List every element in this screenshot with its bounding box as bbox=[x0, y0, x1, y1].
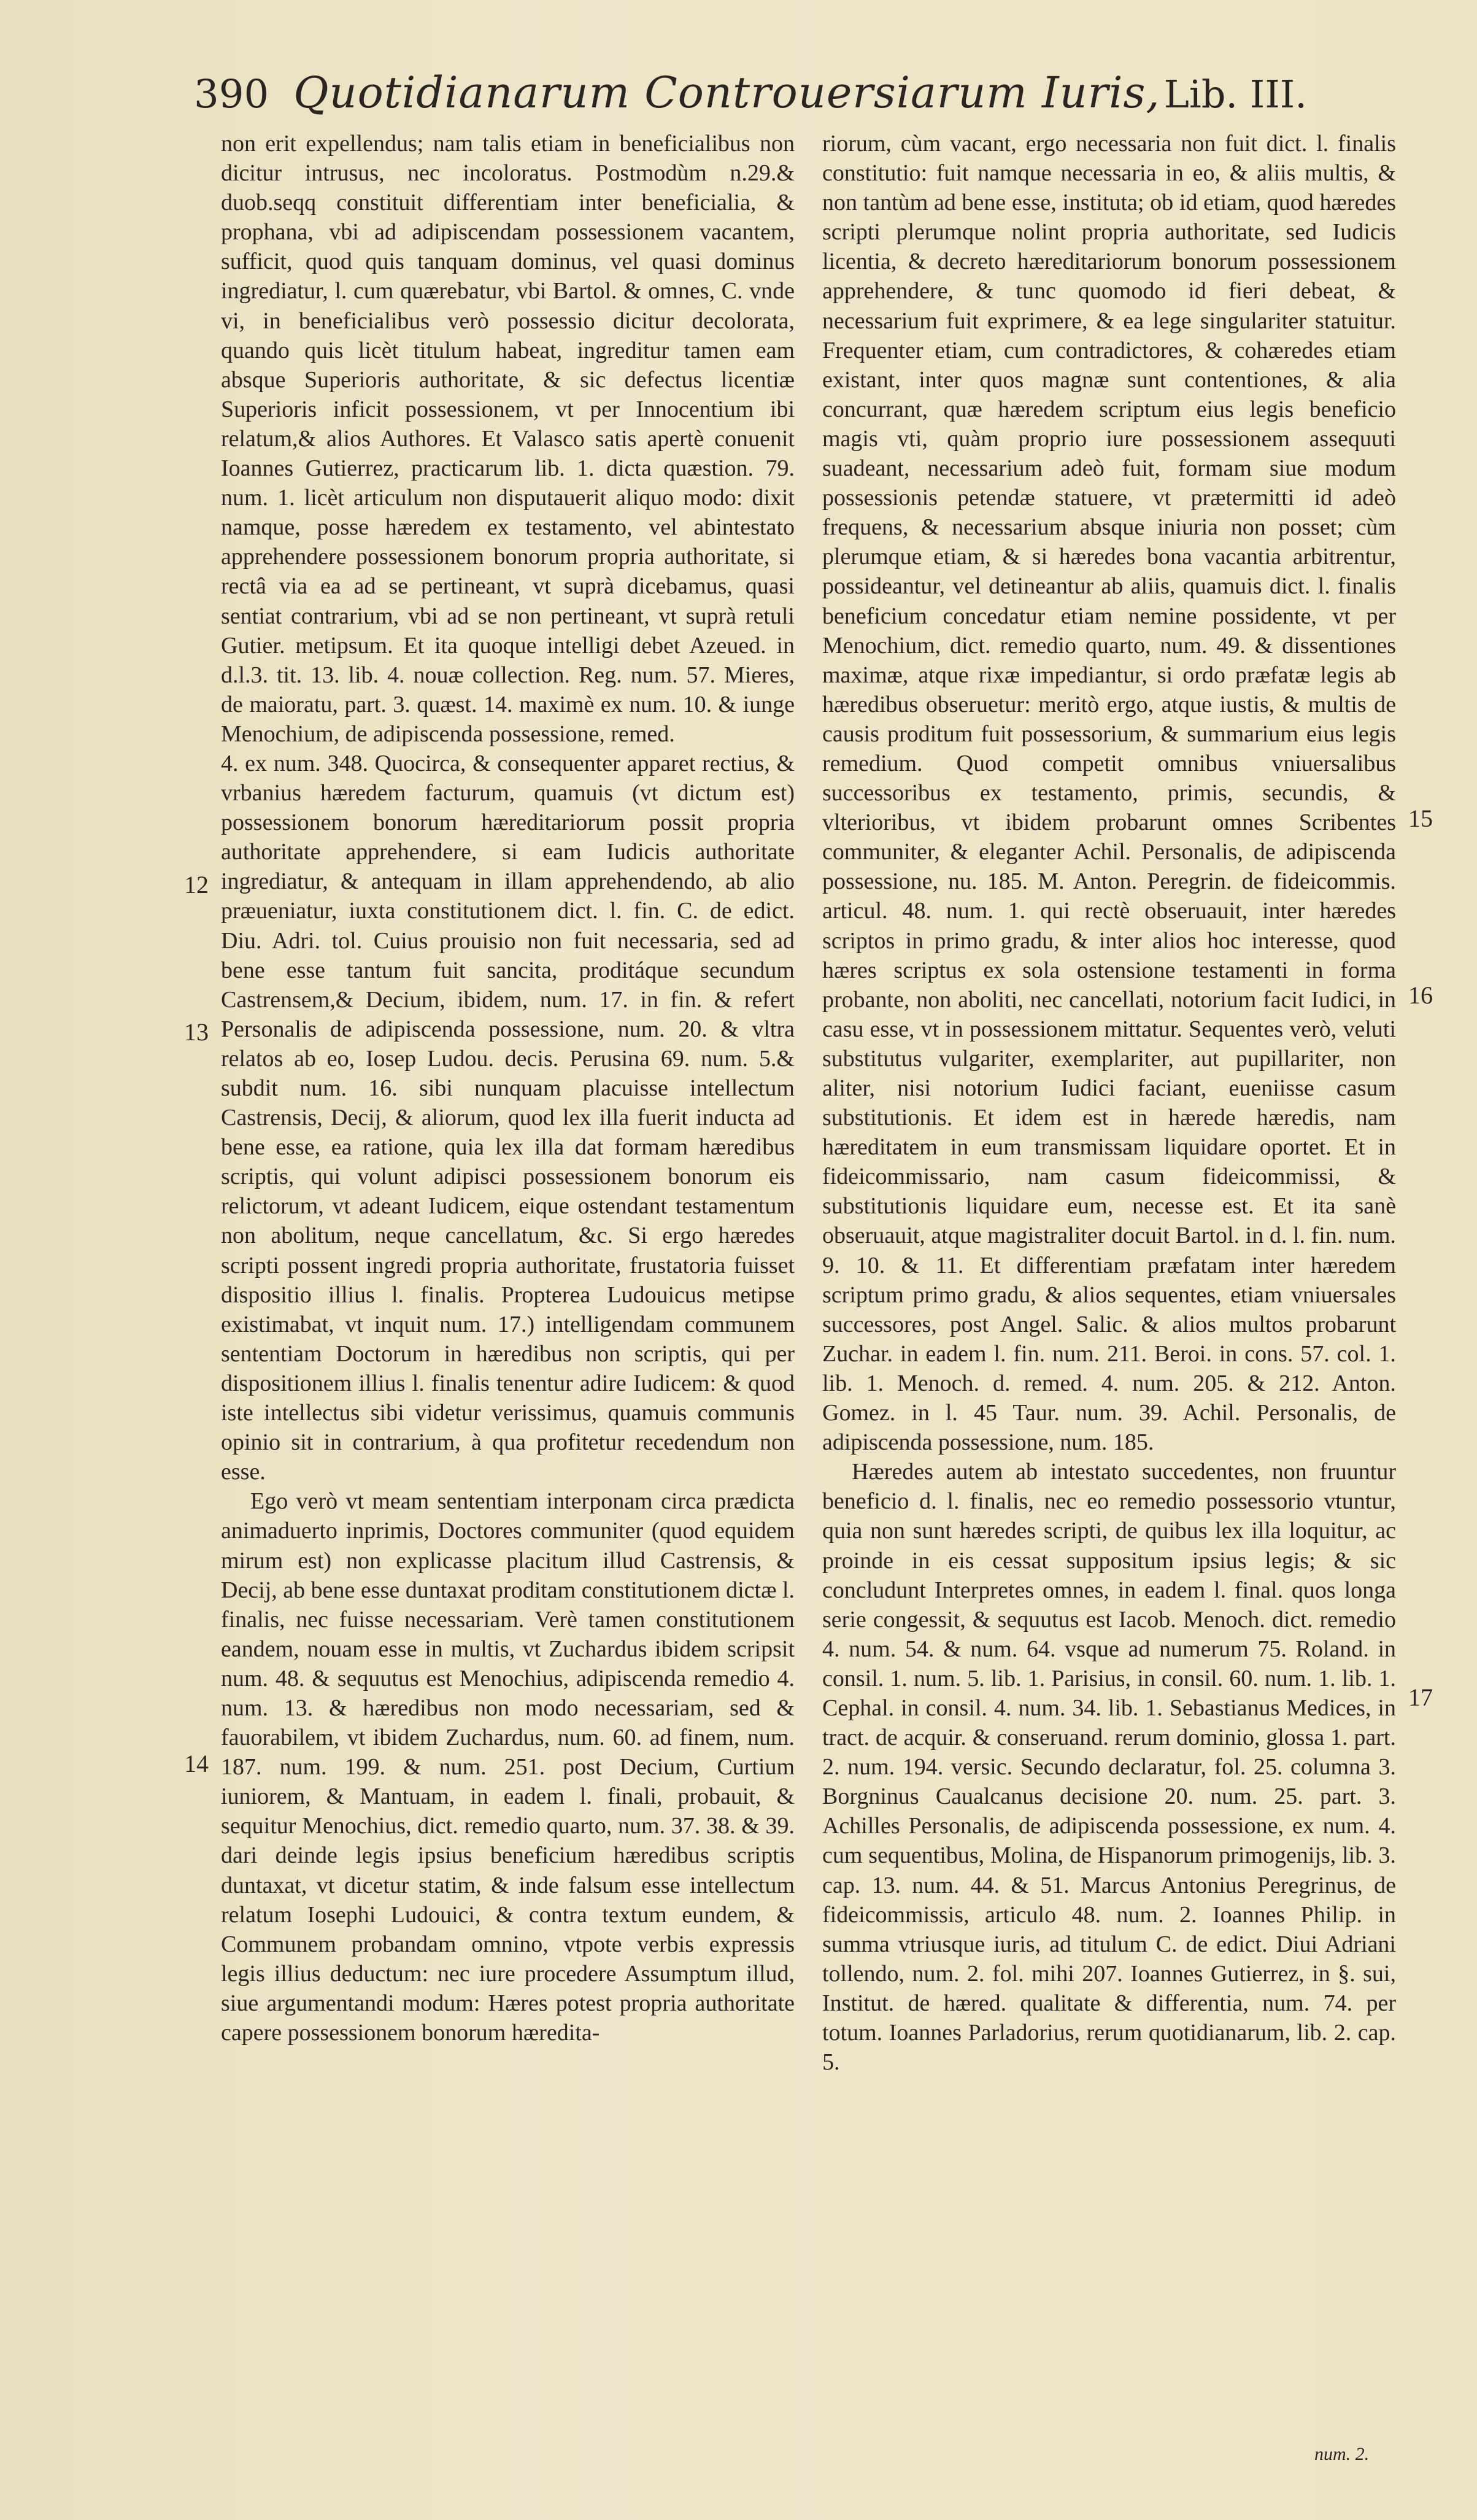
paragraph: Ego verò vt meam sententiam interponam circa prædicta animaduerto inprimis, Doctores communiter (quod equidem mirum est) non explicasse placitum illud Castrensis, & Decij, ab bene esse duntaxat proditam constitutionem dictæ l. finalis, nec fuisse necessariam. Verè tamen constitutionem eandem, nouam esse in multis, vt Zuchardus ibidem scripsit num. 48. & sequutus est Menochius, adipiscenda remedio 4. num. 13. & hæredibus non modo necessariam, sed & fauorabilem, vt ibidem Zuchardus, num. 60. ad finem, num. 187. num. 199. & num. 251. post Decium, Curtium iuniorem, & Mantuam, in eadem l. finali, probauit, & sequitur Menochius, dict. remedio quarto, num. 37. 38. & 39. dari deinde legis ipsius beneficium hæredibus scriptis duntaxat, vt dicetur statim, & inde falsum esse intellectum relatum Iosephi Ludouici, & contra textum eundem, & Communem probandam omnino, vtpote verbis expressis legis illius deductum: nec iure procedere Assumptum illud, siue argumentandi modum: Hæres potest propria authoritate capere possessionem bonorum hæredita- bbox=[221, 1488, 795, 2046]
margin-number-12: 12 bbox=[184, 871, 209, 899]
margin-number-17: 17 bbox=[1408, 1683, 1433, 1711]
catchword: num. 2. bbox=[1314, 2444, 1370, 2464]
margin-number-16: 16 bbox=[1408, 981, 1433, 1009]
book-number: Lib. III. bbox=[1163, 72, 1307, 117]
running-title: Quotidianarum Controuersiarum Iuris, bbox=[293, 68, 1160, 118]
left-text-column bbox=[221, 129, 795, 2047]
margin-number-13: 13 bbox=[184, 1018, 209, 1046]
paragraph: Hæredes autem ab intestato succedentes, non fruuntur beneficio d. l. finalis, nec eo remedio possessorio vtuntur, quia non sunt hæredes scripti, de quibus lex illa loquitur, ac proinde in eis cessat suppositum ipsius legis; & sic concludunt Interpretes omnes, in eadem l. final. quos longa serie congessit, & sequutus est Iacob. Menoch. dict. remedio 4. num. 54. & num. 64. vsque ad numerum 75. Roland. in consil. 1. num. 5. lib. 1. Parisius, in consil. 60. num. 1. lib. 1. Cephal. in consil. 4. num. 34. lib. 1. Sebastianus Medices, in tract. de acquir. & conseruand. rerum dominio, glossa 1. part. 2. num. 194. versic. Secundo declaratur, fol. 25. columna 3. Borgninus Caualcanus decisione 20. num. 25. part. 3. Achilles Personalis, de adipiscenda possessione, ex num. 4. cum sequentibus, Molina, de Hispanorum primogenijs, lib. 3. cap. 13. num. 44. & 51. Marcus Antonius Peregrinus, de fideicommissis, articulo 48. num. 2. Ioannes Philip. in summa vtriusque iuris, ad titulum C. de edict. Diui Adriani tollendo, num. 2. fol. mihi 207. Ioannes Gutierrez, in §. sui, Institut. de hæred. qualitate & differentia, num. 74. per totum. Ioannes Parladorius, rerum quotidianarum, lib. 2. cap. 5. bbox=[822, 1459, 1396, 2076]
paragraph: non erit expellendus; nam talis etiam in beneficialibus non dicitur intrusus, nec incoloratus. Postmodùm n.29.& duob.seqq constituit differentiam inter beneficialia, & prophana, vbi ad adipiscendam possessionem vacantem, sufficit, quod quis tanquam dominus, vel quasi dominus ingrediatur, l. cum quærebatur, vbi Bartol. & omnes, C. vnde vi, in beneficialibus verò possessio dicitur decolorata, quando quis licèt titulum habeat, ingreditur tamen eam absque Superioris authoritate, & sic defectus licentiæ Superioris inficit possessionem, vt per Innocentium ibi relatum,& alios Authores. Et Valasco satis apertè conuenit Ioannes Gutierrez, practicarum lib. 1. dicta quæstion. 79. num. 1. licèt articulum non disputauerit aliquo modo: dixit namque, posse hæredem ex testamento, vel abintestato apprehendere possessionem bonorum propria authoritate, si rectâ via ea ad se pertineant, vt suprà dicebamus, quasi sentiat contrarium, vbi ad se non pertineant, vt suprà retuli Gutier. metipsum. Et ita quoque intelligi debet Azeued. in d.l.3. tit. 13. lib. 4. nouæ collection. Reg. num. 57. Mieres, de maioratu, part. 3. quæst. 14. maximè ex num. 10. & iunge Menochium, de adipiscenda possessione, remed. bbox=[221, 131, 795, 747]
right-text-column bbox=[822, 129, 1396, 2077]
paragraph: 4. ex num. 348. Quocirca, & consequenter apparet rectius, & vrbanius hæredem facturum, quamuis (vt dictum est) possessionem bonorum hæreditariorum possit propria authoritate apprehendere, si eam Iudicis authoritate ingrediatur, & antequam in illam apprehendendo, ab alio præueniatur, iuxta constitutionem dict. l. fin. C. de edict. Diu. Adri. tol. Cuius prouisio non fuit necessaria, sed ad bene esse tantum fuit sancita, proditáque secundum Castrensem,& Decium, ibidem, num. 17. in fin. & refert Personalis de adipiscenda possessione, num. 20. & vltra relatos ab eo, Iosep Ludou. decis. Perusina 69. num. 5.& subdit num. 16. sibi nunquam placuisse intellectum Castrensis, Decij, & aliorum, quod lex illa fuerit inducta ad bene esse, ea ratione, quia lex illa dat formam hæredibus scriptis, qui volunt adipisci possessionem bonorum eis relictorum, vt adeant Iudicem, eique ostendant testamentum non abolitum, neque cancellatum, &c. Si ergo hæredes scripti possent ingredi propria authoritate, frustatoria fuisset dispositio illius l. finalis. Propterea Ludouicus metipse existimabat, vt inquit num. 17.) intelligendam communem sententiam Doctorum in hæredibus non scriptis, qui per dispositionem illius l. finalis tenentur adire Iudicem: & quod iste intellectus sibi videtur verissimus, quamuis communis opinio sit in contrarium, à qua profitetur recedendum non esse. bbox=[221, 750, 795, 1485]
margin-number-14: 14 bbox=[184, 1750, 209, 1777]
margin-number-15: 15 bbox=[1408, 805, 1433, 832]
paragraph: riorum, cùm vacant, ergo necessaria non fuit dict. l. finalis constitutio: fuit namque necessaria in eo, & aliis multis, & non tantùm ad bene esse, instituta; ob id etiam, quod hæredes scripti plerumque nolint propria authoritate, sed Iudicis licentia, & decreto hæreditariorum bonorum possessionem apprehendere, & tunc quomodo id fieri debeat, & necessarium fuit exprimere, & ea lege singulariter statuitur. Frequenter etiam, cum contradictores, & cohæredes etiam existant, inter quos magnæ sunt contentiones, & alia concurrant, quæ hæredem scriptum eius legis beneficio magis vti, quàm proprio iure possessionem assequuti suadeant, necessarium adeò fuit, formam siue modum possessionis petendæ statuere, vt prætermitti id adeò frequens, & necessarium absque iniuria non posset; cùm plerumque etiam, & si hæredes bona vacantia arbitrentur, possideantur, vel detineantur ab aliis, quamuis dict. l. finalis beneficium concedatur etiam nemine possidente, vt per Menochium, dict. remedio quarto, num. 49. & dissentiones maximæ, atque rixæ impediantur, si ordo præfatæ legis ab hæredibus obseruetur: meritò ergo, atque iustis, & multis de causis proditum fuit possessorium, & summarium eius legis remedium. Quod competit omnibus vniuersalibus successoribus ex testamento, primis, secundis, & vlterioribus, vt ibidem probarunt omnes Scribentes communiter, & eleganter Achil. Personalis, de adipiscenda possessione, nu. 185. M. Anton. Peregrin. de fideicommis. articul. 48. num. 1. qui rectè obseruauit, inter hæredes scriptos in primo gradu, & inter alios hoc interesse, quod hæres scriptus ex sola ostensione testamenti in forma probante, non aboliti, nec cancellati, notorium facit Iudici, in casu esse, vt in possessionem mittatur. Sequentes verò, veluti substitutus vulgariter, exemplariter, aut pupillariter, non aliter, nisi notorium Iudici faciant, eueniisse casum substitutionis. Et idem est in hærede hæredis, nam hæreditatem in eum transmissam liquidare oportet. Et in fideicommissario, nam casum fideicommissi, & substitutionis liquidare eum, necesse est. Et ita sanè obseruauit, atque magistraliter docuit Bartol. in d. l. fin. num. 9. 10. & 11. Et differentiam præfatam inter hæredem scriptum primo gradu, & alios sequentes, etiam vniuersales successores, post Angel. Salic. & alios multos probarunt Zuchar. in eadem l. fin. num. 211. Beroi. in cons. 57. col. 1. lib. 1. Menoch. d. remed. 4. num. 205. & 212. Anton. Gomez. in l. 45 Taur. num. 39. Achil. Personalis, de adipiscenda possessione, num. 185. bbox=[822, 131, 1396, 1456]
running-header bbox=[194, 68, 1440, 135]
page-number: 390 bbox=[194, 72, 269, 117]
